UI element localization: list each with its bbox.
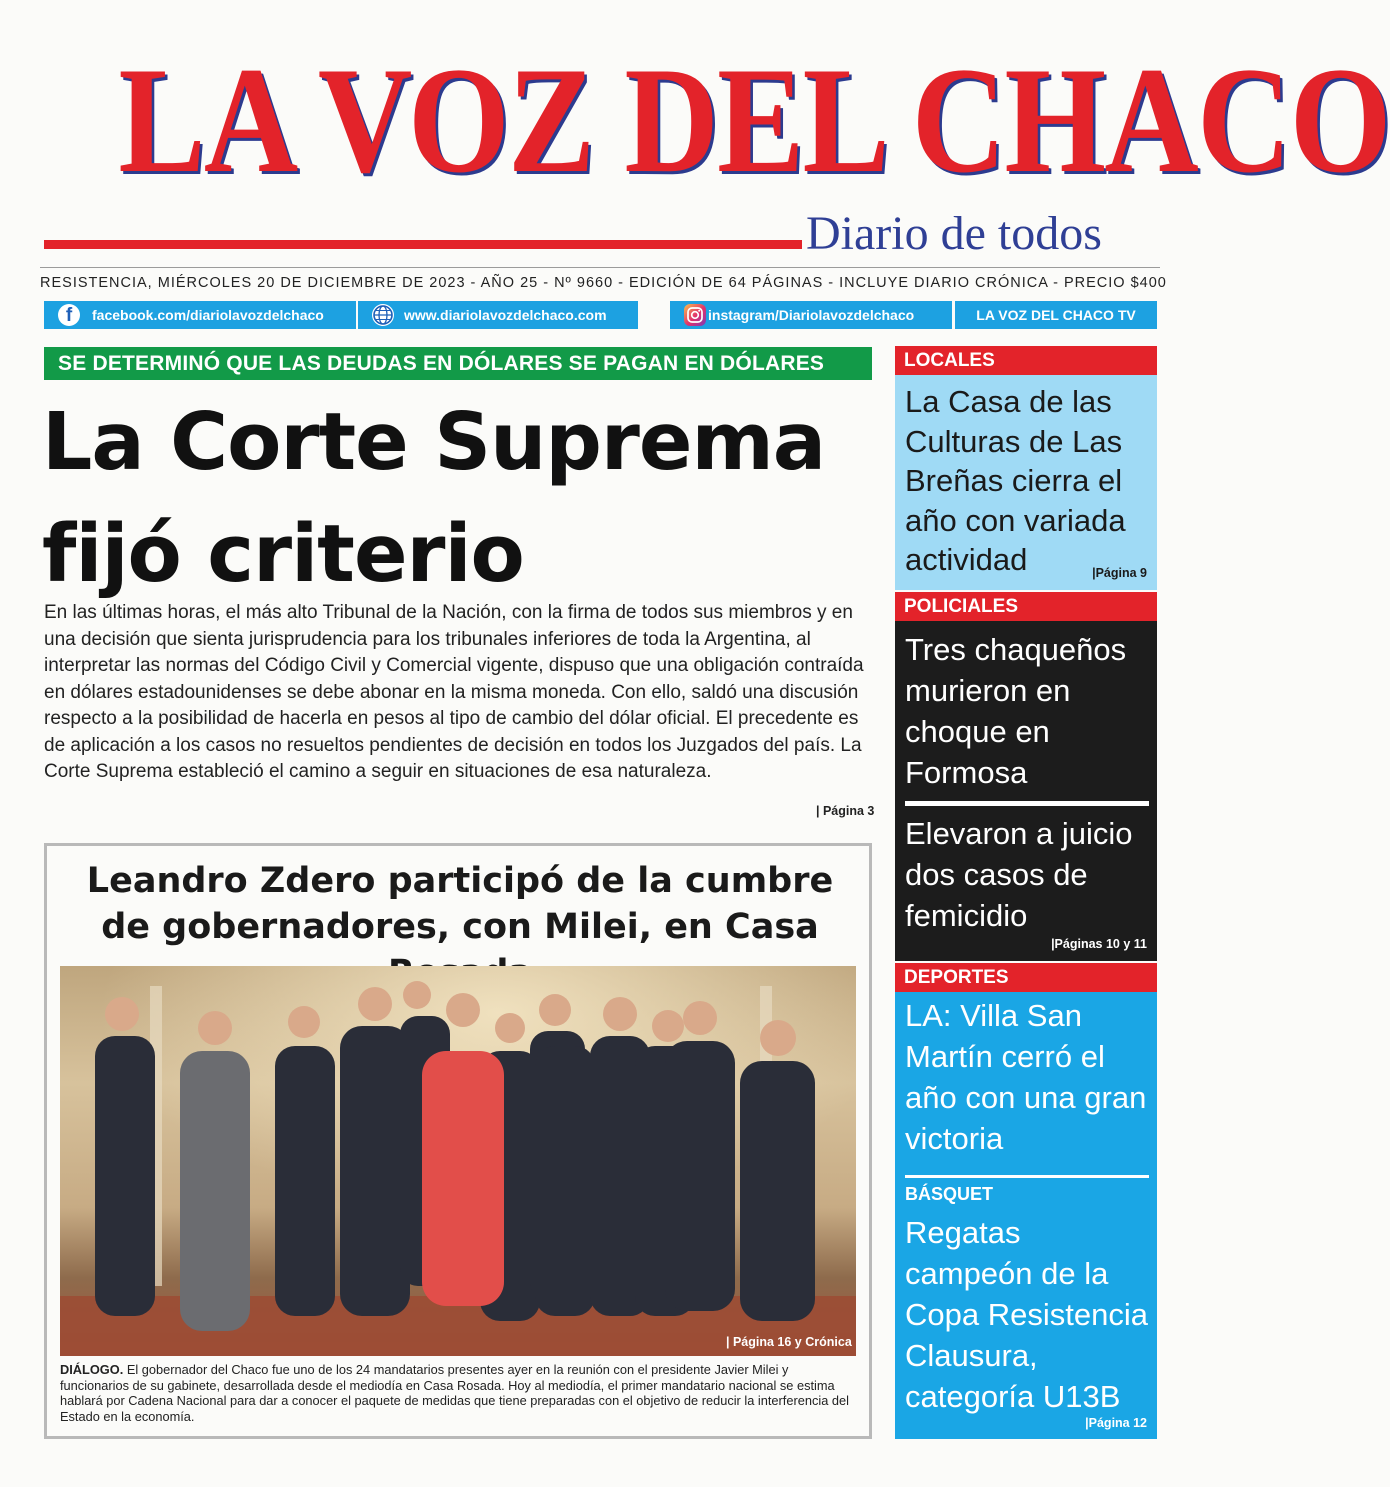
main-lead-paragraph: En las últimas horas, el más alto Tribunal de la Nación, con la firma de todos sus miembros y en una decisión que sienta jurisprudencia para los tribunales inferiores de toda la Argentina, al interpretar las normas del Código Civil y Comercial vigente, dispuso que una obligación contraída en dólares estadounidenses se debe abonar en la misma moneda. Con ello, saldó una discusión respecto a la posibilidad de hacerla en pesos al tipo de cambio del dólar oficial. El precedente es de aplicación a los casos no resueltos pendientes de decisión en todos los Juzgados del país. La Corte Suprema estableció el camino a seguir en situaciones de esa naturaleza. [44,602,864,782]
sidebar-policiales-block[interactable] [895,621,1157,961]
instagram-link[interactable] [670,301,952,329]
caption-lead: DIÁLOGO. [60,1362,124,1377]
section-label-policiales[interactable]: POLICIALES [895,592,1157,621]
facebook-icon: f [58,304,80,326]
masthead-tagline: Diario de todos [806,207,1102,260]
dateline-divider [40,267,1160,268]
section-label-deportes[interactable]: DEPORTES [895,963,1157,992]
photo-caption [60,1362,856,1424]
tv-link[interactable] [955,301,1157,329]
main-headline-line-2: fijó criterio [42,508,524,600]
main-kicker: SE DETERMINÓ QUE LAS DEUDAS EN DÓLARES SE PAGAN EN DÓLARES [44,347,872,380]
facebook-link[interactable] [44,301,356,329]
policiales-headline-1: Tres chaqueños murieron en choque en Formosa [905,632,1127,790]
basquet-sublabel: BÁSQUET [905,1184,994,1204]
masthead-rule [44,240,802,249]
globe-icon [372,304,394,326]
deportes-page-ref: |Página 12 [1085,1416,1147,1430]
tv-link-label: LA VOZ DEL CHACO TV [976,307,1136,323]
main-headline[interactable] [42,386,882,610]
feature-photo [60,966,856,1356]
sidebar-locales-block[interactable] [895,375,1157,590]
feature-headline[interactable]: Leandro Zdero participó de la cumbre de gobernadores, con Milei, en Casa [86,861,834,947]
website-link-label: www.diariolavozdelchaco.com [404,307,607,323]
deportes-divider [905,1175,1149,1178]
sidebar-deportes-block[interactable] [895,992,1157,1439]
website-link[interactable] [358,301,638,329]
section-label-locales[interactable]: LOCALES [895,346,1157,375]
locales-headline: La Casa de las Culturas de Las Breñas cierra el año con variada actividad [905,384,1126,577]
locales-page-ref: |Página 9 [1092,566,1147,580]
instagram-link-label: instagram/Diariolavozdelchaco [708,307,915,323]
instagram-icon [684,304,706,326]
masthead-title: LA VOZ DEL CHACO [118,36,1390,204]
main-headline-line-1: La Corte Suprema [42,396,826,488]
dateline: RESISTENCIA, MIÉRCOLES 20 DE DICIEMBRE DE 2023 - AÑO 25 - Nº 9660 - EDICIÓN DE 64 PÁGINAS - INCLUYE DIARIO CRÓNICA - PRECIO $400 [40,275,1167,291]
caption-text: El gobernador del Chaco fue uno de los 24 mandatarios presentes ayer en la reunión con el presidente Javier Milei y funcionarios de su gabinete, desarrollada desde el mediodía en Casa Rosada. Hoy al mediodía, el primer mandatario nacional se estima hablará por Cadena Nacional para dar a conocer el paquete de medidas que tiene preparadas con el objetivo de reducir la interferencia del Estado en la economía. [60,1362,849,1424]
main-page-ref: | Página 3 [816,804,875,818]
policiales-divider [905,801,1149,806]
deportes-headline-2: Regatas campeón de la Copa Resistencia Clausura, categoría U13B [905,1215,1148,1414]
policiales-page-ref: |Páginas 10 y 11 [1051,937,1147,951]
facebook-link-label: facebook.com/diariolavozdelchaco [92,307,324,323]
policiales-headline-2: Elevaron a juicio dos casos de femicidio [905,816,1133,933]
photo-page-ref: | Página 16 y Crónica [726,1335,852,1349]
deportes-headline-1: LA: Villa San Martín cerró el año con una gran victoria [905,998,1147,1156]
